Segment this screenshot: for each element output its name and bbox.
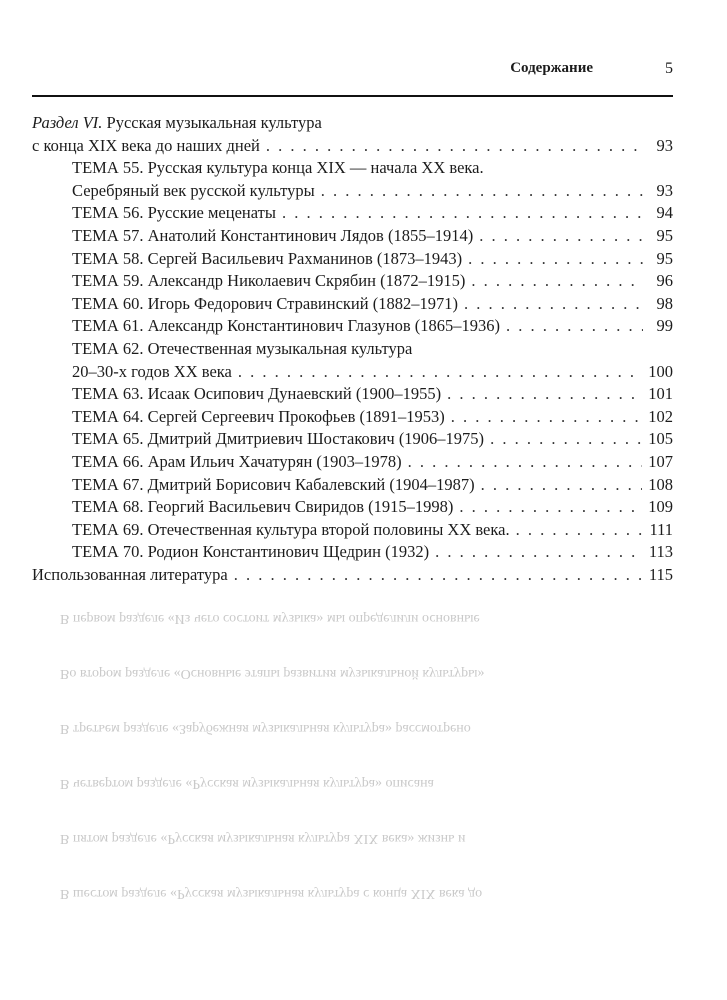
toc-entry-text: ТЕМА 67. Дмитрий Борисович Кабалевский (1904–1987) [72, 474, 475, 494]
leader-dots [282, 202, 643, 225]
bleed-through-line: В шестом разделе «Русская музыкальная культура с конца XIX века до [60, 886, 483, 901]
section-title-part2: с конца XIX века до наших дней [32, 135, 260, 155]
leader-dots [464, 293, 643, 316]
toc-entry[interactable] [32, 315, 673, 338]
leader-dots [481, 474, 643, 497]
literature-entry[interactable] [32, 564, 673, 587]
page-number: 5 [665, 60, 673, 77]
leader-dots [468, 248, 643, 271]
leader-dots [479, 225, 643, 248]
toc-entry[interactable] [32, 293, 673, 316]
toc-entry-text: ТЕМА 58. Сергей Васильевич Рахманинов (1873–1943) [72, 248, 463, 268]
bleed-through-line: В пятом разделе «Русская музыкальная культура XIX века» жизнь и [60, 831, 466, 846]
toc-entry[interactable] [32, 451, 673, 474]
leader-dots [435, 541, 643, 564]
toc-entry-text: ТЕМА 63. Исаак Осипович Дунаевский (1900–1955) [72, 384, 442, 404]
bleed-through-line: Во втором разделе «Основные этапы развития музыкальной культуры» [60, 666, 485, 681]
toc-entry[interactable] [32, 270, 673, 293]
toc-entry-page: 95 [656, 225, 673, 245]
running-title: Содержание [510, 60, 593, 76]
topic-list [32, 157, 673, 564]
leader-dots [506, 315, 643, 338]
toc-entry-page: 101 [648, 384, 673, 404]
toc-entry-page: 113 [648, 542, 673, 562]
toc-entry[interactable] [32, 519, 673, 542]
toc-entry[interactable] [32, 383, 673, 406]
toc-entry-text: ТЕМА 56. Русские меценаты [72, 203, 276, 223]
section-title-part1: Русская музыкальная культура [106, 113, 322, 132]
leader-dots [490, 428, 642, 451]
leader-dots [266, 135, 643, 158]
toc-entry-text: ТЕМА 69. Отечественная культура второй половины XX века. [72, 519, 510, 539]
leader-dots [234, 564, 643, 587]
leader-dots [516, 519, 643, 542]
literature-label: Использованная литература [32, 564, 228, 584]
leader-dots [321, 180, 643, 203]
table-of-contents [32, 112, 673, 586]
section-label: Раздел VI. [32, 113, 103, 132]
toc-entry-text: 20–30-х годов XX века [72, 361, 232, 381]
toc-entry[interactable] [32, 496, 673, 519]
toc-entry-page: 107 [648, 451, 673, 471]
section-page: 93 [656, 135, 673, 155]
bleed-through-line: В первом разделе «Из чего состоит музыка» мы определили основные [60, 611, 480, 626]
toc-entry[interactable] [32, 541, 673, 564]
header-rule [32, 95, 673, 97]
literature-page: 115 [648, 564, 673, 584]
toc-entry-page: 94 [656, 203, 673, 223]
toc-entry-page: 95 [656, 248, 673, 268]
toc-entry-text: ТЕМА 60. Игорь Федорович Стравинский (1882–1971) [72, 293, 458, 313]
toc-entry[interactable] [32, 428, 673, 451]
leader-dots [451, 406, 642, 429]
toc-entry[interactable] [32, 225, 673, 248]
toc-entry[interactable] [32, 157, 673, 180]
toc-entry-text: ТЕМА 68. Георгий Васильевич Свиридов (1915–1998) [72, 497, 454, 517]
toc-entry-page: 100 [648, 361, 673, 381]
toc-entry-text: ТЕМА 65. Дмитрий Дмитриевич Шостакович (1906–1975) [72, 429, 485, 449]
toc-entry[interactable] [32, 474, 673, 497]
section-title-line-2[interactable] [32, 135, 673, 158]
toc-entry-page: 96 [656, 271, 673, 291]
toc-entry-page: 109 [648, 497, 673, 517]
leader-dots [238, 361, 642, 384]
toc-entry-text: Серебряный век русской культуры [72, 180, 315, 200]
toc-entry[interactable] [32, 180, 673, 203]
toc-entry-text: ТЕМА 59. Александр Николаевич Скрябин (1872–1915) [72, 271, 466, 291]
toc-entry-page: 93 [656, 180, 673, 200]
toc-entry-text: ТЕМА 61. Александр Константинович Глазунов (1865–1936) [72, 316, 500, 336]
toc-entry[interactable] [32, 248, 673, 271]
toc-entry-page: 98 [656, 293, 673, 313]
bleed-through-line: В третьем разделе «Зарубежная музыкальная культура» рассмотрено [60, 721, 471, 736]
toc-entry-page: 111 [649, 519, 673, 539]
toc-entry-page: 102 [648, 406, 673, 426]
toc-entry-page: 105 [648, 429, 673, 449]
section-title-line[interactable] [32, 112, 673, 135]
toc-entry[interactable] [32, 361, 673, 384]
toc-entry[interactable] [32, 338, 673, 361]
leader-dots [447, 383, 642, 406]
toc-entry[interactable] [32, 406, 673, 429]
toc-entry-text: ТЕМА 55. Русская культура конца XIX — начала XX века. [72, 158, 484, 178]
toc-entry-page: 99 [656, 316, 673, 336]
bleed-through-line: В четвертом разделе «Русская музыкальная культура» описана [60, 776, 434, 791]
toc-entry-text: ТЕМА 62. Отечественная музыкальная культура [72, 338, 413, 358]
leader-dots [408, 451, 643, 474]
leader-dots [471, 270, 643, 293]
toc-entry-text: ТЕМА 64. Сергей Сергеевич Прокофьев (1891–1953) [72, 406, 445, 426]
toc-entry[interactable] [32, 202, 673, 225]
toc-entry-text: ТЕМА 66. Арам Ильич Хачатурян (1903–1978) [72, 451, 402, 471]
toc-entry-text: ТЕМА 57. Анатолий Константинович Лядов (1855–1914) [72, 225, 474, 245]
leader-dots [459, 496, 642, 519]
toc-entry-text: ТЕМА 70. Родион Константинович Щедрин (1932) [72, 542, 430, 562]
page-header [32, 60, 673, 90]
toc-entry-page: 108 [648, 474, 673, 494]
